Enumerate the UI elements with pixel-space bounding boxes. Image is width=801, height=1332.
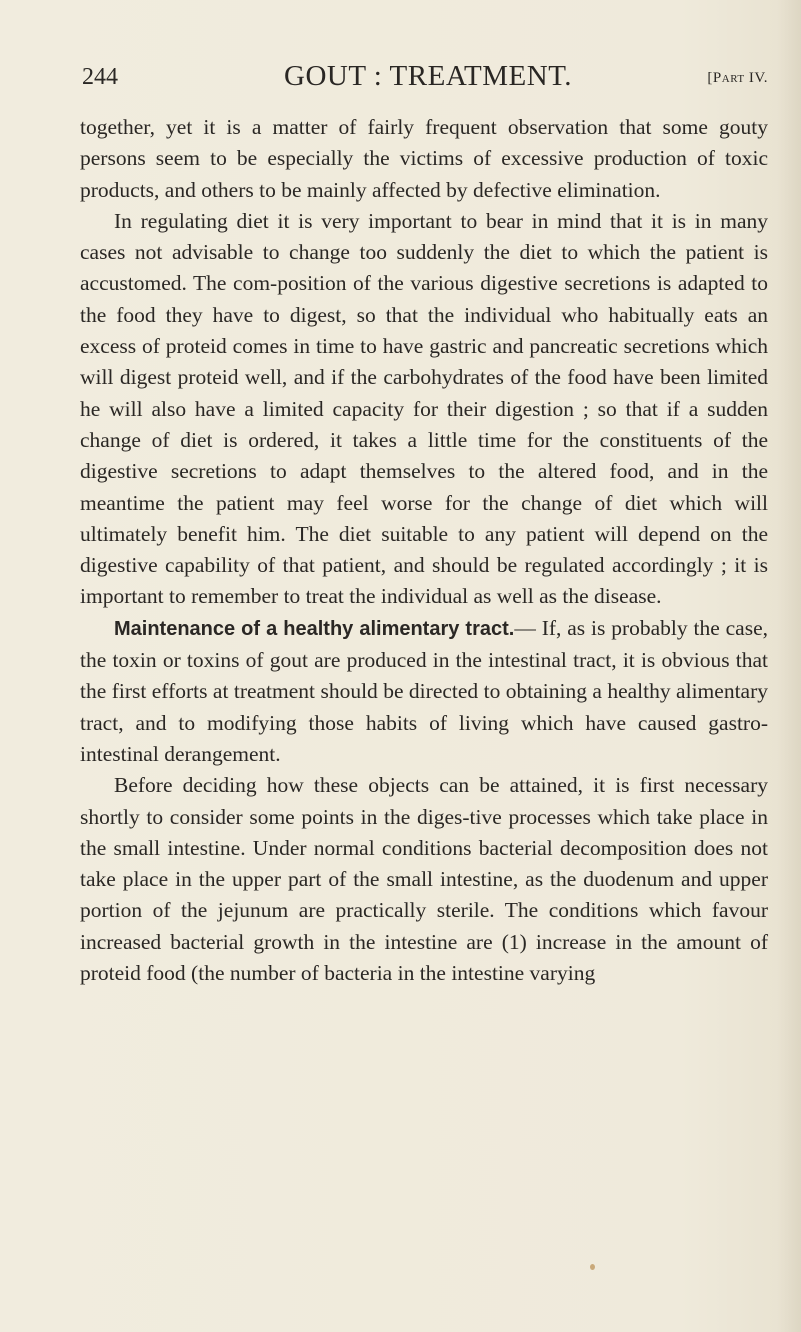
running-title: GOUT : TREATMENT.	[284, 60, 573, 92]
paper-blemish	[590, 1264, 595, 1270]
page-number: 244	[82, 64, 118, 90]
part-label: [Part IV.	[707, 70, 768, 86]
body-text	[80, 112, 768, 989]
page-header	[82, 60, 768, 100]
paragraph-continuation: together, yet it is a matter of fairly frequent observation that some gouty persons seem to be especially the victims of excessive production of toxic products, and others to be mainly affected by defective elimination.	[80, 115, 768, 202]
paragraph-alimentary-tract	[80, 613, 768, 770]
paragraph-diet-regulation: In regulating diet it is very important to bear in mind that it is in many cases not advisable to change too suddenly the diet to which the patient is accustomed. The com-position of the various digestive secretions is adapted to the food they have to digest, so that the individual who habitually eats an excess of proteid comes in time to have gastric and pancreatic secretions which will digest proteid well, and if the carbohydrates of the food have been limited he will also have a limited capacity for their digestion ; so that if a sudden change of diet is ordered, it takes a little time for the constituents of the digestive secretions to adapt themselves to the altered food, and in the meantime the patient may feel worse for the change of diet which will ultimately benefit him. The diet suitable to any patient will depend on the digestive capability of that patient, and should be regulated accordingly ; it is important to remember to treat the individual as well as the disease.	[80, 208, 768, 609]
section-heading-text: — If, as is probably the case, the toxin or toxins of gout are produced in the intestinal tract, it is obvious that the first efforts at treatment should be directed to obtaining a healthy alimentary tract, and to modifying those habits of living which have caused gastro-intestinal derangement.	[80, 615, 768, 766]
paragraph-digestive-processes: Before deciding how these objects can be attained, it is first necessary shortly to consider some points in the diges-tive processes which take place in the small intestine. Under normal conditions bacterial decomposition does not take place in the upper part of the small intestine, as the duodenum and upper portion of the jejunum are practically sterile. The conditions which favour increased bacterial growth in the intestine are (1) increase in the amount of proteid food (the number of bacteria in the intestine varying	[80, 773, 768, 986]
section-heading: Maintenance of a healthy alimentary tract.	[114, 617, 515, 640]
